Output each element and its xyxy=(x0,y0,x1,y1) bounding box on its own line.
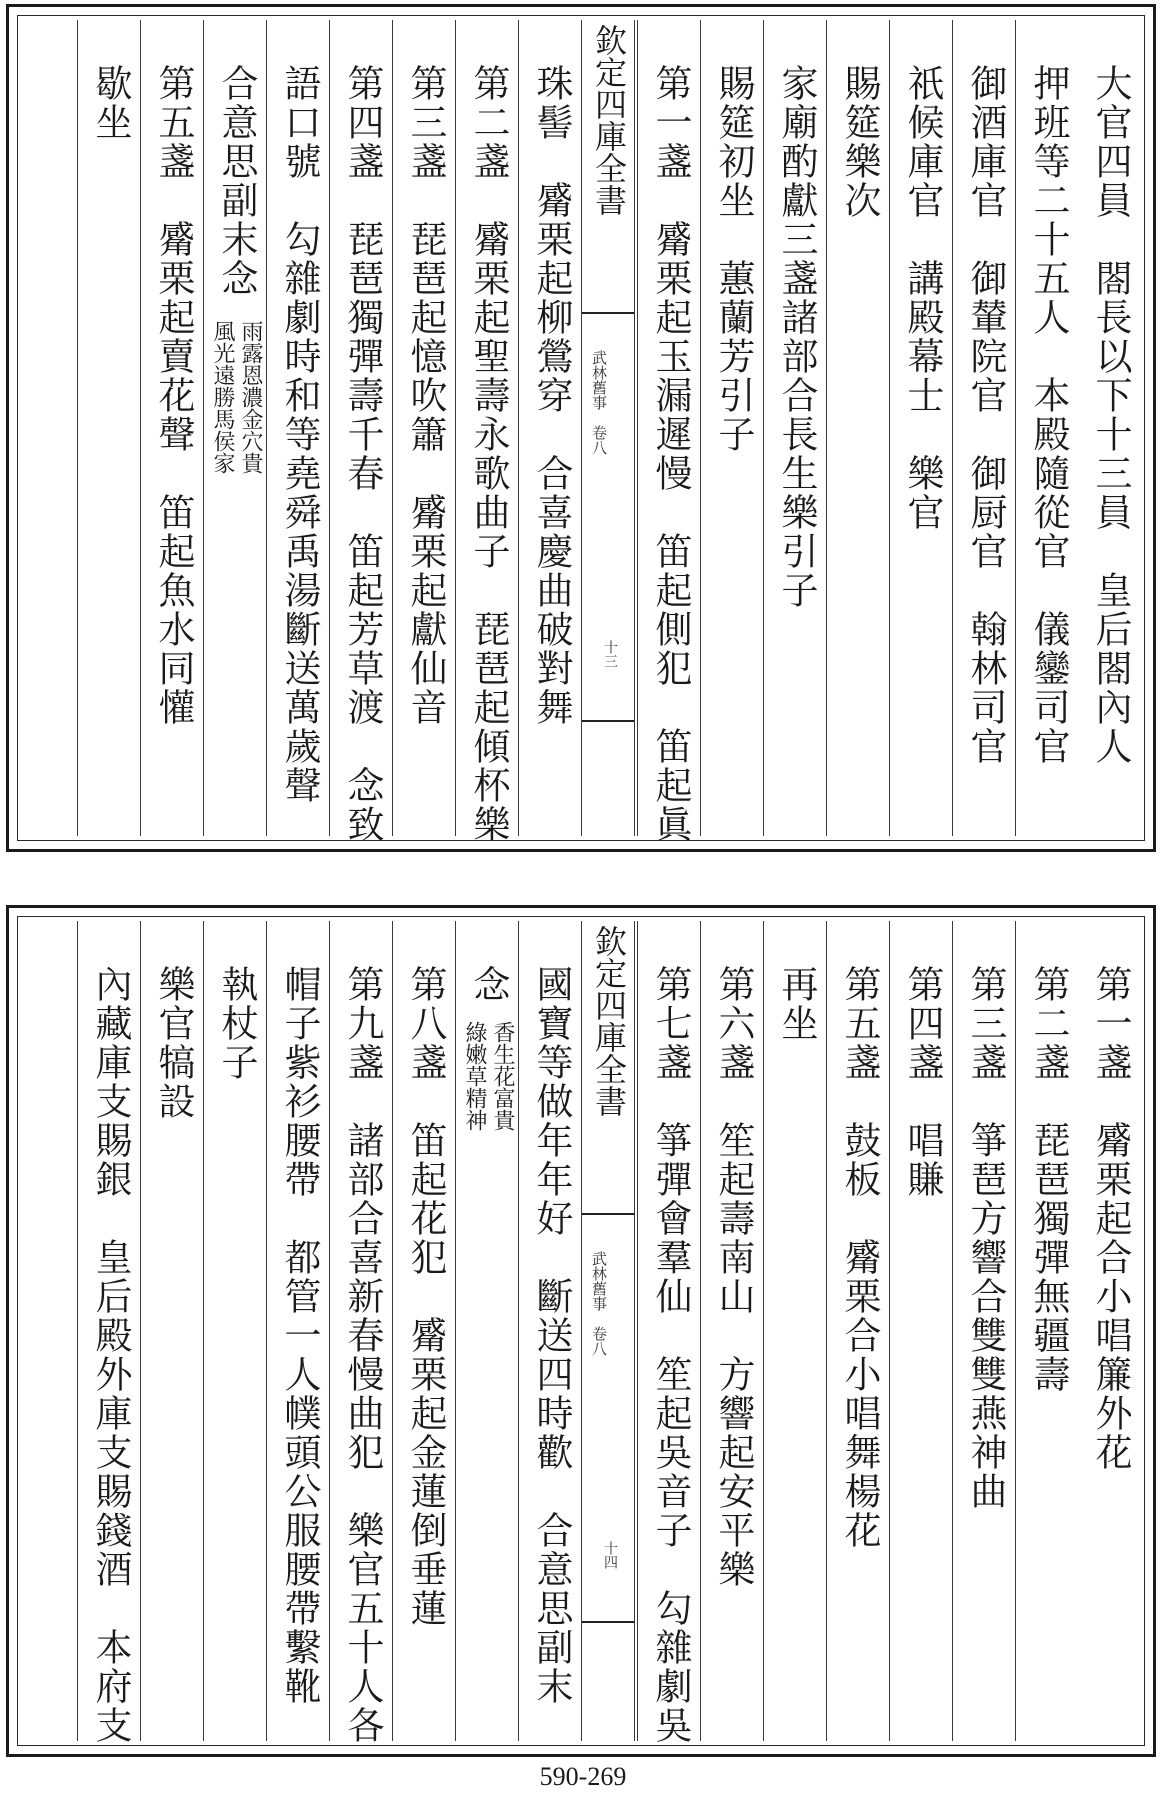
column-text: 大官四員 閤長以下十三員 皇后閤內人 xyxy=(1089,64,1132,766)
bottom-page-frame xyxy=(17,916,1145,1746)
column-text: 第七盞 箏彈會羣仙 笙起吳音子 勾雜劇吳 xyxy=(649,965,692,1745)
text-column xyxy=(77,20,140,836)
text-column xyxy=(455,20,518,844)
text-column xyxy=(826,921,889,1741)
annotation-text: 雨露恩濃金穴貴 xyxy=(238,320,263,474)
column-text: 第二盞 觱栗起聖壽永歌曲子 琵琶起傾杯樂 xyxy=(467,64,510,844)
text-column xyxy=(329,20,392,844)
text-column xyxy=(826,20,889,836)
text-column xyxy=(889,20,952,836)
text-column xyxy=(763,921,826,1741)
column-text: 合意思副末念 xyxy=(215,64,258,298)
divider xyxy=(582,312,634,314)
text-column xyxy=(77,921,140,1745)
page-footer-number: 590-269 xyxy=(539,1762,627,1791)
annotation-text: 風光遠勝馬侯家 xyxy=(210,320,235,474)
column-text: 第八盞 笛起花犯 觱栗起金蓮倒垂蓮 xyxy=(404,965,447,1628)
text-column xyxy=(1078,20,1141,836)
text-column xyxy=(1078,921,1141,1741)
column-text: 第九盞 諸部合喜新春慢曲犯 樂官五十人各 xyxy=(341,965,384,1745)
text-column xyxy=(329,921,392,1745)
text-column xyxy=(763,20,826,836)
column-text: 祇候庫官 講殿幕士 樂官 xyxy=(901,64,944,532)
annotation-text: 香生花富貴 xyxy=(490,1021,515,1131)
column-text: 樂官犒設 xyxy=(152,965,195,1121)
page-number: 十三 xyxy=(602,640,618,668)
text-column xyxy=(637,20,700,844)
column-text: 歇坐 xyxy=(89,64,132,142)
column-text: 第四盞 琵琶獨彈壽千春 笛起芳草渡 念致 xyxy=(341,64,384,844)
center-meta: 武林舊事 卷八 xyxy=(590,1251,608,1356)
column-text: 帽子紫衫腰帶 都管一人幞頭公服腰帶繫靴 xyxy=(278,965,321,1706)
text-column xyxy=(637,921,700,1745)
column-text: 第三盞 箏琶方響合雙雙燕神曲 xyxy=(964,965,1007,1511)
column-text: 第五盞 鼓板 觱栗合小唱舞楊花 xyxy=(838,965,881,1550)
text-column xyxy=(1015,921,1078,1741)
text-column xyxy=(203,921,266,1741)
top-page xyxy=(6,4,1156,852)
annotation-text: 綠嫩草精神 xyxy=(462,1021,487,1131)
top-page-frame xyxy=(17,15,1145,844)
text-column xyxy=(1015,20,1078,836)
text-column xyxy=(952,20,1015,836)
column-text: 語口號 勾雜劇時和等堯舜禹湯斷送萬歲聲 xyxy=(278,64,321,805)
center-band xyxy=(581,921,635,1741)
text-column xyxy=(518,20,581,836)
text-column xyxy=(140,921,203,1741)
column-text: 御酒庫官 御輦院官 御厨官 翰林司官 xyxy=(964,64,1007,766)
column-text: 第一盞 觱栗起合小唱簾外花 xyxy=(1089,965,1132,1472)
column-text: 賜筵初坐 蕙蘭芳引子 xyxy=(712,64,755,454)
column-text: 押班等二十五人 本殿隨從官 儀鑾司官 xyxy=(1027,64,1070,766)
page-number: 十四 xyxy=(602,1541,618,1569)
text-column xyxy=(700,921,763,1741)
text-column xyxy=(140,20,203,836)
text-column xyxy=(952,921,1015,1741)
column-text: 第五盞 觱栗起賣花聲 笛起魚水同懽 xyxy=(152,64,195,727)
column-text: 第三盞 琵琶起憶吹簫 觱栗起獻仙音 xyxy=(404,64,447,727)
center-meta: 武林舊事 卷八 xyxy=(590,350,608,455)
text-column xyxy=(266,921,329,1741)
text-column xyxy=(455,921,518,1741)
column-text: 第一盞 觱栗起玉漏遲慢 笛起側犯 笛起眞 xyxy=(649,64,692,844)
text-column xyxy=(203,20,266,836)
center-title: 欽定四庫全書 xyxy=(590,24,628,216)
text-column xyxy=(392,20,455,836)
bottom-page xyxy=(6,905,1156,1757)
text-column xyxy=(518,921,581,1741)
column-text: 執杖子 xyxy=(215,965,258,1082)
column-text: 內藏庫支賜銀 皇后殿外庫支賜錢酒 本府支 xyxy=(89,965,132,1745)
text-column xyxy=(889,921,952,1741)
column-text: 第六盞 笙起壽南山 方響起安平樂 xyxy=(712,965,755,1589)
column-text: 念 xyxy=(467,965,510,1004)
text-column xyxy=(700,20,763,836)
text-column xyxy=(392,921,455,1741)
column-text: 第二盞 琵琶獨彈無疆壽 xyxy=(1027,965,1070,1394)
text-column xyxy=(266,20,329,836)
center-band xyxy=(581,20,635,836)
column-text: 珠髻 觱栗起柳鶯穿 合喜慶曲破對舞 xyxy=(530,64,573,727)
center-title: 欽定四庫全書 xyxy=(590,925,628,1117)
column-text: 賜筵樂次 xyxy=(838,64,881,220)
divider xyxy=(582,720,634,722)
column-text: 國寶等做年年好 斷送四時歡 合意思副末 xyxy=(530,965,573,1706)
column-text: 第四盞 唱賺 xyxy=(901,965,944,1199)
column-text: 再坐 xyxy=(775,965,818,1043)
divider xyxy=(582,1621,634,1623)
column-text: 家廟酌獻三盞諸部合長生樂引子 xyxy=(775,64,818,610)
divider xyxy=(582,1213,634,1215)
